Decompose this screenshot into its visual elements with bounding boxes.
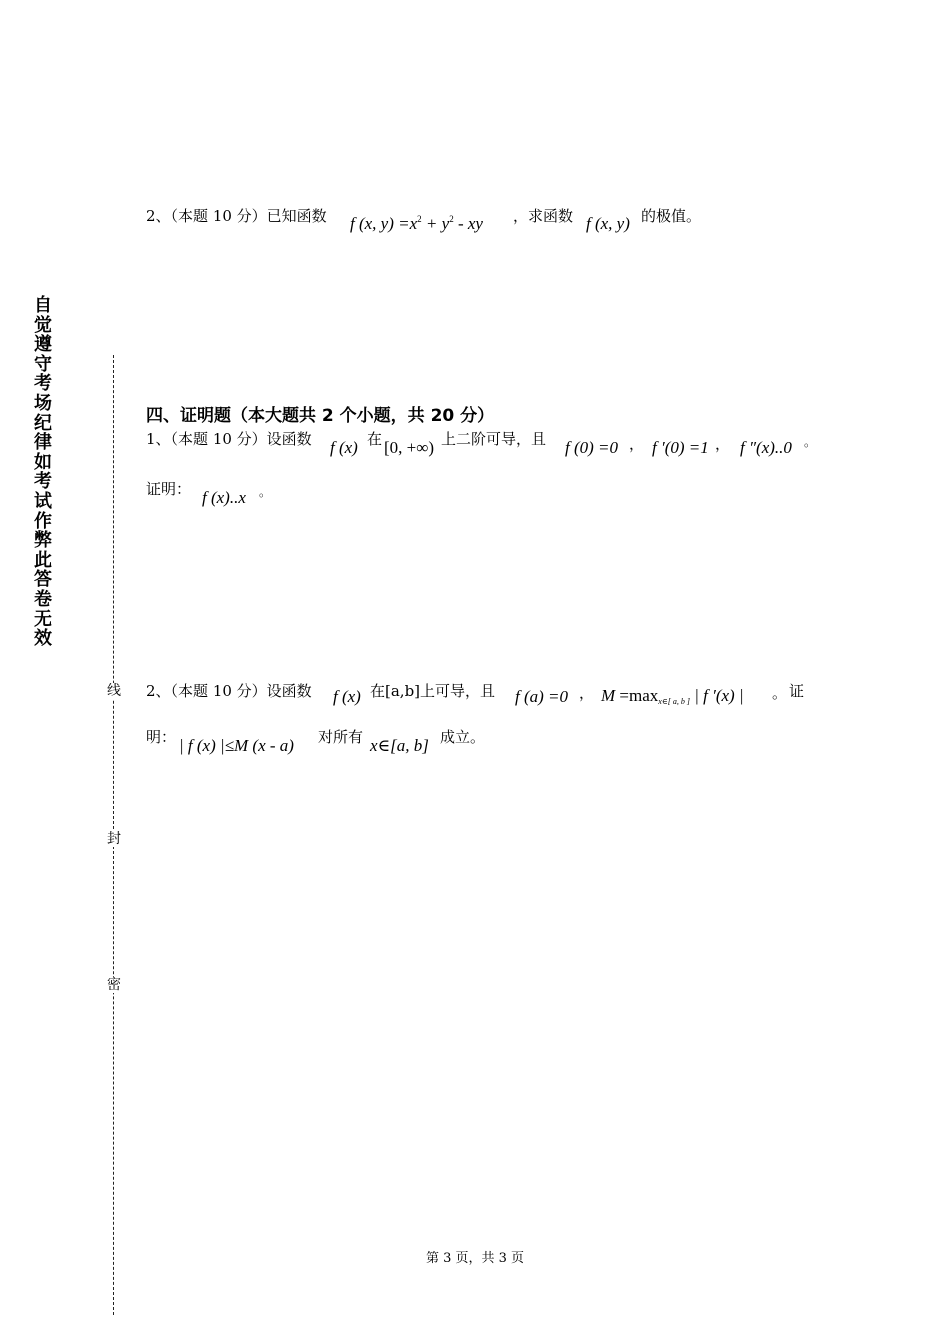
proof-2-text3: 对所有 (318, 728, 364, 746)
question-2-prev-text2: ，求函数 (513, 207, 574, 225)
proof-2-sep1: ， (579, 684, 595, 702)
proof-2-intro: 2、（本题 10 分）设函数 (146, 682, 312, 700)
proof-1-intro: 1、（本题 10 分）设函数 (146, 430, 312, 448)
proof-2-fx: f (x) (333, 687, 361, 706)
proof-1-fx: f (x) (330, 438, 358, 457)
section-heading: 四、证明题（本大题共 2 个小题，共 20 分） (146, 406, 495, 426)
proof-2-cond2: $M =\max_{x\in[ a, b ]}$ | f ′(x) | (601, 686, 744, 706)
proof-1-cond1: f (0) =0 (565, 438, 619, 457)
proof-2-cond1: f (a) =0 (515, 687, 569, 706)
proof-2-domain: x∈[a, b] (370, 736, 429, 755)
proof-1-sep2: ， (715, 435, 731, 453)
seal-mark-seal: 封 (107, 831, 121, 847)
seal-mark-secret: 密 (107, 977, 121, 993)
proof-1-sep1: ， (629, 435, 645, 453)
question-2-prev-formula: f (x, $y) =x^2 + y^2$ - xy (350, 214, 483, 233)
proof-2-text2: 在[a,b]上可导，且 (370, 682, 496, 700)
question-2-prev-text3: 的极值。 (641, 207, 702, 225)
proof-1-end: 。 (804, 435, 817, 449)
proof-1-claim: f (x)..x (202, 488, 246, 507)
question-2-prev: 2、（本题 10 分）已知函数 (146, 207, 327, 225)
seal-mark-line: 线 (107, 683, 121, 699)
proof-2-prove-label-b: 明： (146, 728, 177, 746)
proof-1-claim-end: 。 (259, 485, 272, 499)
proof-2-inequality: | f (x) |≤M (x - a) (179, 736, 294, 755)
proof-1-interval: [0, +∞) (384, 438, 435, 457)
proof-2-end: 。 (772, 684, 788, 702)
question-2-prev-formula2: f (x, y) (586, 214, 630, 233)
side-warning: 自觉遵守考场纪律如考试作弊此答卷无效 (34, 295, 52, 650)
proof-2-text4: 成立。 (440, 728, 486, 746)
proof-1-text3: 上二阶可导，且 (441, 430, 547, 448)
proof-1-cond2: f ′(0) =1 (652, 438, 709, 457)
proof-1-text2: 在 (367, 430, 383, 448)
page-footer: 第 3 页，共 3 页 (425, 1251, 525, 1266)
proof-1-prove-label: 证明： (146, 480, 192, 498)
proof-1-cond3: f ″(x)..0 (740, 438, 792, 457)
proof-2-prove-label-a: 证 (789, 682, 805, 700)
